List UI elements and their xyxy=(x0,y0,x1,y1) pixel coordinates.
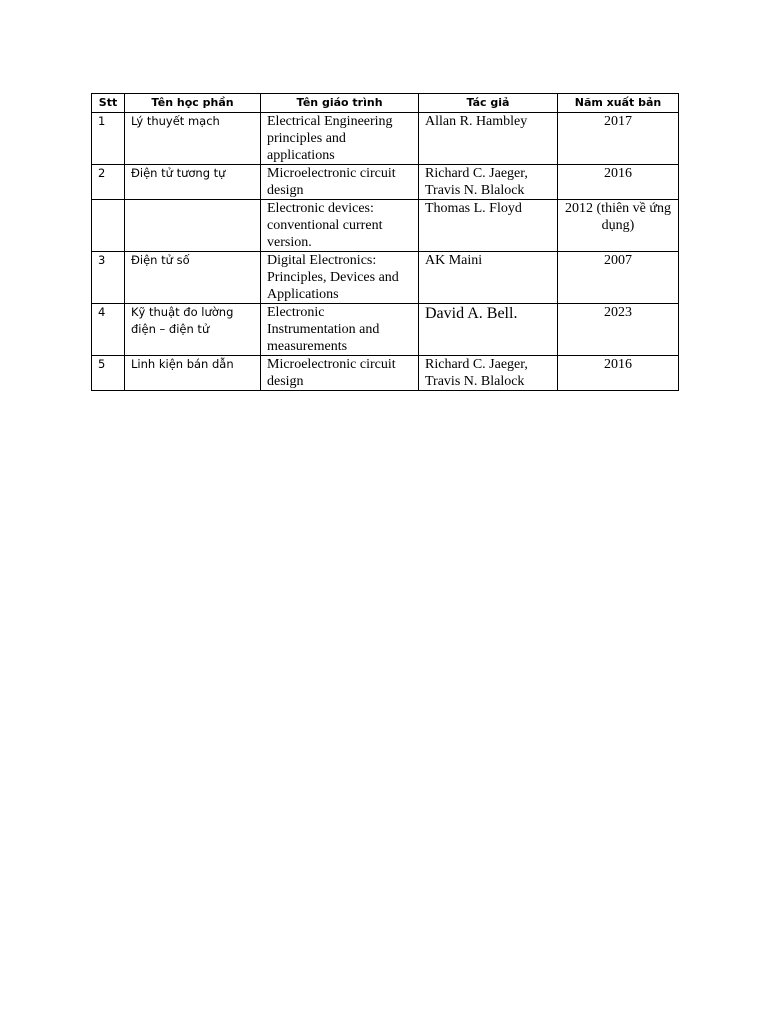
cell-course: Lý thuyết mạch xyxy=(125,113,261,165)
cell-year: 2017 xyxy=(558,113,679,165)
cell-textbook: Digital Electronics: Principles, Devices and Applications xyxy=(261,252,419,304)
cell-textbook: Microelectronic circuit design xyxy=(261,356,419,391)
table-row xyxy=(92,252,679,304)
cell-stt: 3 xyxy=(92,252,125,304)
cell-author: David A. Bell. xyxy=(419,304,558,356)
cell-course: Kỹ thuật đo lường điện – điện tử xyxy=(125,304,261,356)
header-course: Tên học phần xyxy=(125,94,261,113)
cell-author: Richard C. Jaeger, Travis N. Blalock xyxy=(419,165,558,200)
cell-stt: 1 xyxy=(92,113,125,165)
table-row xyxy=(92,356,679,391)
table-row xyxy=(92,113,679,165)
cell-author: Richard C. Jaeger, Travis N. Blalock xyxy=(419,356,558,391)
table-header-row xyxy=(92,94,679,113)
cell-author: AK Maini xyxy=(419,252,558,304)
cell-author: Allan R. Hambley xyxy=(419,113,558,165)
table-row xyxy=(92,165,679,200)
cell-textbook: Electronic Instrumentation and measurements xyxy=(261,304,419,356)
cell-year: 2016 xyxy=(558,356,679,391)
cell-stt: 2 xyxy=(92,165,125,200)
cell-textbook: Electrical Engineering principles and applications xyxy=(261,113,419,165)
cell-course: Điện tử tương tự xyxy=(125,165,261,200)
cell-year: 2023 xyxy=(558,304,679,356)
cell-stt: 5 xyxy=(92,356,125,391)
cell-year: 2012 (thiên về ứng dụng) xyxy=(558,200,679,252)
header-textbook: Tên giáo trình xyxy=(261,94,419,113)
cell-year: 2016 xyxy=(558,165,679,200)
header-stt: Stt xyxy=(92,94,125,113)
cell-year: 2007 xyxy=(558,252,679,304)
cell-stt xyxy=(92,200,125,252)
cell-course: Điện tử số xyxy=(125,252,261,304)
cell-author: Thomas L. Floyd xyxy=(419,200,558,252)
cell-stt: 4 xyxy=(92,304,125,356)
cell-textbook: Electronic devices: conventional current version. xyxy=(261,200,419,252)
cell-course: Linh kiện bán dẫn xyxy=(125,356,261,391)
table-row xyxy=(92,304,679,356)
textbook-table xyxy=(91,93,679,391)
table-row xyxy=(92,200,679,252)
header-year: Năm xuất bản xyxy=(558,94,679,113)
header-author: Tác giả xyxy=(419,94,558,113)
cell-textbook: Microelectronic circuit design xyxy=(261,165,419,200)
cell-course xyxy=(125,200,261,252)
